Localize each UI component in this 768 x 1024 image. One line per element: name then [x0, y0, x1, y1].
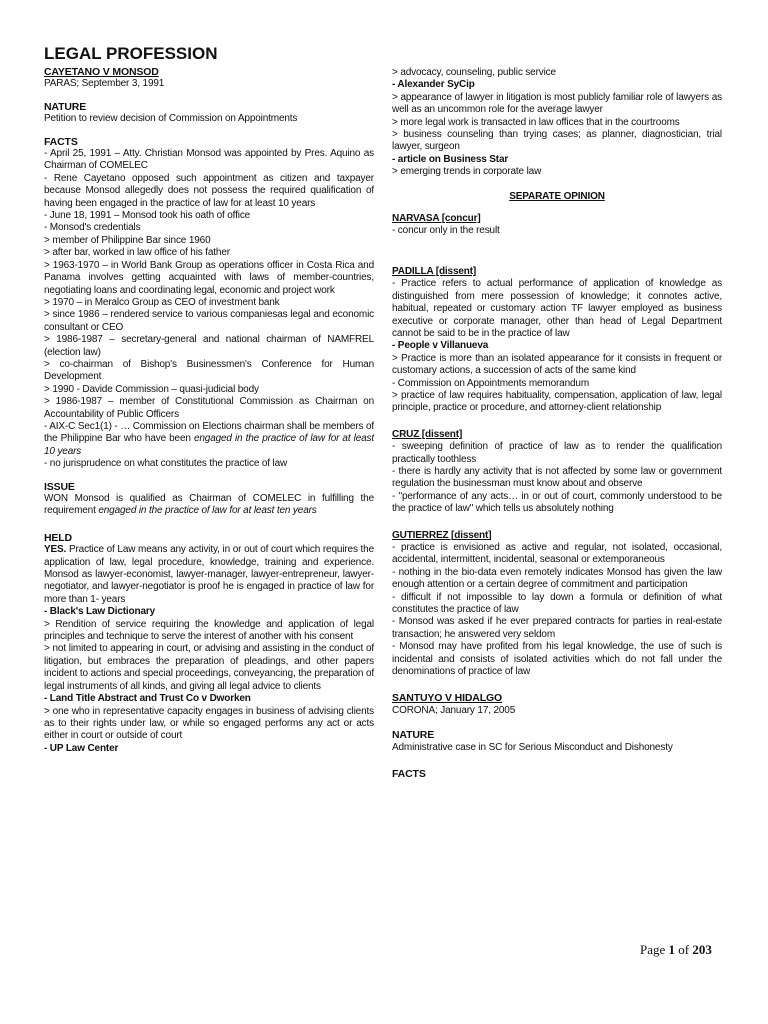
fact-line: > since 1986 – rendered service to various companiesas legal and economic consultant or CEO: [44, 309, 374, 333]
fact-line: - June 18, 1991 – Monsod took his oath of office: [44, 210, 251, 222]
opinion-title-cruz: CRUZ [dissent]: [392, 428, 463, 440]
authority-heading: - article on Business Star: [392, 153, 509, 165]
authority-heading: - People v Villanueva: [392, 340, 489, 352]
opinion-line: - concur only in the result: [392, 225, 500, 237]
fact-line: - no jurisprudence on what constitutes the practice of law: [44, 458, 288, 470]
opinion-line: - difficult if not impossible to lay down a formula or definition of what constitutes the practice of law: [392, 591, 722, 616]
opinion-line: - Practice refers to actual performance of application of knowledge as distinguished from mere possession of knowledge; it connotes active, habitual, repeated or customary action TF lawyer employed as business executive or corporate manager, other than head of Legal Department cannot be said to be in the practice of law: [392, 278, 722, 339]
opinion-line: - sweeping definition of practice of law as to render the qualification practically toothless: [392, 441, 722, 465]
fact-line: > 1970 – in Meralco Group as CEO of investment bank: [44, 296, 280, 308]
fact-line: > 1990 - Davide Commission – quasi-judicial body: [44, 383, 259, 395]
opinion-line: - Monsod may have profited from his legal knowledge, the use of such is incidental and consists of isolated activities which do not fall under the denominations of practice of law: [392, 641, 722, 678]
right-column: [392, 67, 722, 781]
authority-heading: - UP Law Center: [44, 742, 119, 754]
fact-line: > 1986-1987 – member of Constitutional Commission as Chairman on Accountability of Public Officers: [44, 396, 374, 420]
nature-text: Administrative case in SC for Serious Misconduct and Dishonesty: [392, 741, 673, 753]
case-title: CAYETANO V MONSOD: [44, 66, 159, 78]
authority-heading: - Black's Law Dictionary: [44, 606, 156, 618]
fact-text: - AIX-C Sec1(1) - … Commission on Elections chairman shall be members of the Philippine Bar who have been: [44, 420, 374, 445]
fact-text-italic: engaged in the practice of law for at least 10 years: [44, 433, 374, 457]
page-number: [640, 942, 712, 958]
separate-opinion-heading: SEPARATE OPINION: [509, 190, 605, 202]
document-title: LEGAL PROFESSION: [44, 44, 218, 63]
opinion-title-padilla: PADILLA [dissent]: [392, 265, 477, 277]
held-answer: YES.: [44, 544, 67, 556]
section-heading-held: HELD: [44, 531, 72, 544]
opinion-line: - "performance of any acts… in or out of court, commonly understood to be the practice of law" which tells us absolutely nothing: [392, 490, 722, 515]
fact-line: > member of Philippine Bar since 1960: [44, 234, 211, 246]
issue-text-italic: engaged in the practice of law for at least ten years: [98, 505, 317, 517]
fact-line: [44, 421, 374, 458]
opinion-line: - there is hardly any activity that is not affected by some law or government regulation the businessman must know about and observe: [392, 465, 722, 490]
held-text: [44, 544, 374, 606]
held-line: > advocacy, counseling, public service: [392, 67, 556, 78]
held-line: > Rendition of service requiring the knowledge and application of legal principles and technique to serve the interest of another with his consent: [44, 618, 374, 643]
opinion-line: - Commission on Appointments memorandum: [392, 377, 590, 389]
page-of: of: [675, 942, 693, 957]
left-column: [44, 44, 374, 755]
current-page: 1: [668, 942, 676, 957]
fact-line: > co-chairman of Bishop's Businessmen's Conference for Human Development: [44, 358, 374, 383]
section-heading-facts: FACTS: [44, 135, 78, 148]
opinion-line: > Practice is more than an isolated appearance for it consists in frequent or customary actions, a succession of acts of the same kind: [392, 352, 722, 377]
fact-line: - April 25, 1991 – Atty. Christian Monsod was appointed by Pres. Aquino as Chairman of COMELEC: [44, 148, 374, 172]
fact-line: - Rene Cayetano opposed such appointment as citizen and taxpayer because Monsod allegedly does not possess the required qualification of having been engaged in the practice of law for at least 10 years: [44, 172, 374, 209]
fact-line: > 1963-1970 – in World Bank Group as operations officer in Costa Rica and Panama involves getting acquainted with laws of member-countries, negotiating loans and coordinating legal, economic and project work: [44, 259, 374, 296]
page-prefix: Page: [640, 942, 669, 957]
nature-text: Petition to review decision of Commission on Appointments: [44, 113, 298, 125]
held-line: > not limited to appearing in court, or advising and assisting in the conduct of litigation, but embraces the preparation of pleadings, and other papers incident to actions and special proceedings, conveyancing, the preparation of legal instruments of all kinds, and giving all legal advice to clients: [44, 643, 374, 692]
held-line: > appearance of lawyer in litigation is most publicly familiar role of lawyers as well as an uncommon role for the average lawyer: [392, 91, 722, 116]
opinion-title-narvasa: NARVASA [concur]: [392, 213, 481, 225]
opinion-line: - practice is envisioned as active and regular, not isolated, occasional, accidental, intermittent, incidental, seasonal or extemporaneous: [392, 542, 722, 566]
section-heading-nature: NATURE: [44, 100, 87, 113]
opinion-title-gutierrez: GUTIERREZ [dissent]: [392, 529, 492, 541]
held-line: > one who in representative capacity engages in business of advising clients as to their rights under law, or while so engaged performs any act or acts either in court or outside of court: [44, 705, 374, 742]
case-date: PARAS; September 3, 1991: [44, 78, 165, 90]
case-date: CORONA; January 17, 2005: [392, 704, 516, 716]
held-line: > business counseling than trying cases; as planner, diagnostician, trial lawyer, surgeon: [392, 129, 722, 153]
fact-line: > 1986-1987 – secretary-general and national chairman of NAMFREL (election law): [44, 334, 374, 358]
total-pages: 203: [692, 942, 712, 957]
authority-heading: - Land Title Abstract and Trust Co v Dworken: [44, 693, 251, 705]
held-line: > more legal work is transacted in law offices that in the courtrooms: [392, 116, 680, 128]
case-title: SANTUYO V HIDALGO: [392, 692, 503, 705]
issue-text: [44, 493, 374, 518]
opinion-line: - nothing in the bio-data even remotely indicates Monsod has given the law enough attention or a certain degree of commitment and participation: [392, 566, 722, 591]
section-heading-nature: NATURE: [392, 729, 435, 742]
issue-text-plain: WON Monsod is qualified as Chairman of COMELEC in fulfilling the requirement: [44, 493, 374, 517]
fact-line: - Monsod's credentials: [44, 222, 141, 234]
section-heading-facts: FACTS: [392, 768, 426, 781]
opinion-line: > practice of law requires habituality, compensation, application of law, legal principle, practice or procedure, and attorney-client relationship: [392, 389, 722, 414]
opinion-line: - Monsod was asked if he ever prepared contracts for parties in real-estate transaction; he answered very seldom: [392, 616, 722, 640]
fact-line: > after bar, worked in law office of his father: [44, 247, 230, 259]
held-line: > emerging trends in corporate law: [392, 166, 542, 178]
held-body: Practice of Law means any activity, in or out of court which requires the application of law, legal procedure, knowledge, training and experience. Monsod as lawyer-economist, lawyer-manager, lawyer-entrepreneur, lawyer-negotiator, and lawyer-negotiator is proof he is engaged in practice of law for more than 1- years: [44, 544, 374, 605]
authority-heading: - Alexander SyCip: [392, 79, 475, 91]
section-heading-issue: ISSUE: [44, 480, 75, 493]
